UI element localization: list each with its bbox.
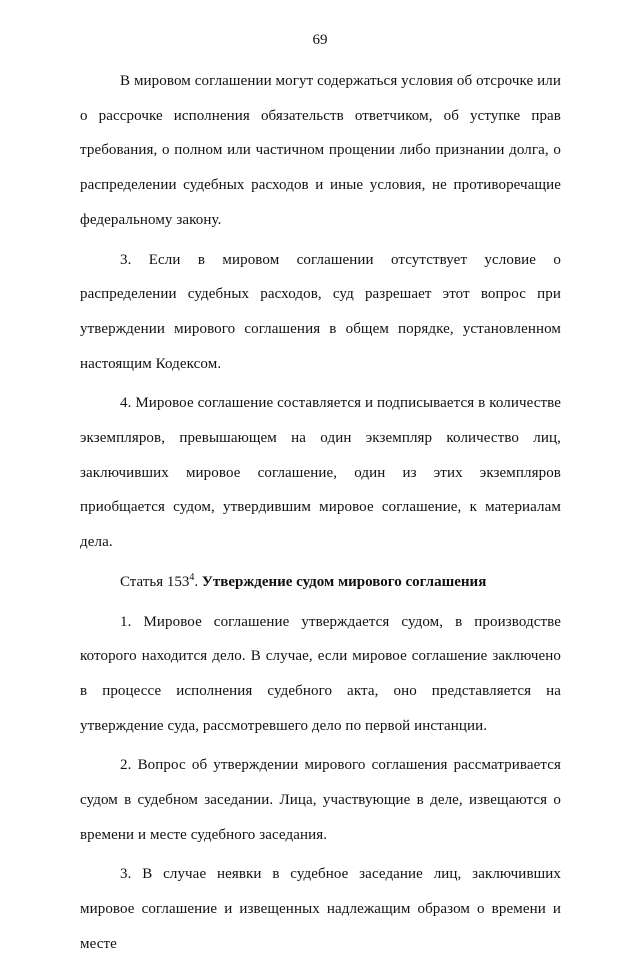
article-superscript: 4 [189,571,195,583]
paragraph-court-costs: 3. Если в мировом соглашении отсутствует условие о распределении судебных расходов, суд разрешает этот вопрос при утверждении мирового соглашения в общем порядке, установленном настоящим Кодексом. [80,251,561,372]
paragraph-approval-court: 1. Мировое соглашение утверждается судом, в производстве которого находится дело. В случае, если мировое соглашение заключено в процессе исполнения судебного акта, оно представляется на утверждение суда, рассмотревшего дело по первой инстанции. [80,613,561,734]
page-number: 69 [312,32,328,48]
document-body [80,64,561,967]
article-title: Утверждение судом мирового соглашения [201,573,487,590]
article-separator: . [194,573,202,590]
paragraph-non-appearance: 3. В случае неявки в судебное заседание лиц, заключивших мировое соглашение и извещенных надлежащим образом о времени и месте [80,866,561,952]
paragraph-court-session: 2. Вопрос об утверждении мирового соглашения рассматривается судом в судебном заседании. Лица, участвующие в деле, извещаются о времени и месте судебного заседания. [80,757,561,843]
paragraph-settlement-conditions: В мировом соглашении могут содержаться условия об отсрочке или о рассрочке исполнения обязательств ответчиком, об уступке прав требования, о полном или частичном прощении либо признании долга, о распределении судебных расходов и иные условия, не противоречащие федеральному закону. [80,73,561,228]
article-heading [80,565,561,600]
paragraph-copies: 4. Мировое соглашение составляется и подписывается в количестве экземпляров, превышающем на один экземпляр количество лиц, заключивших мировое соглашение, один из этих экземпляров приобщается судом, утвердившим мировое соглашение, к материалам дела. [80,395,561,551]
article-prefix: Статья 153 [120,573,190,590]
